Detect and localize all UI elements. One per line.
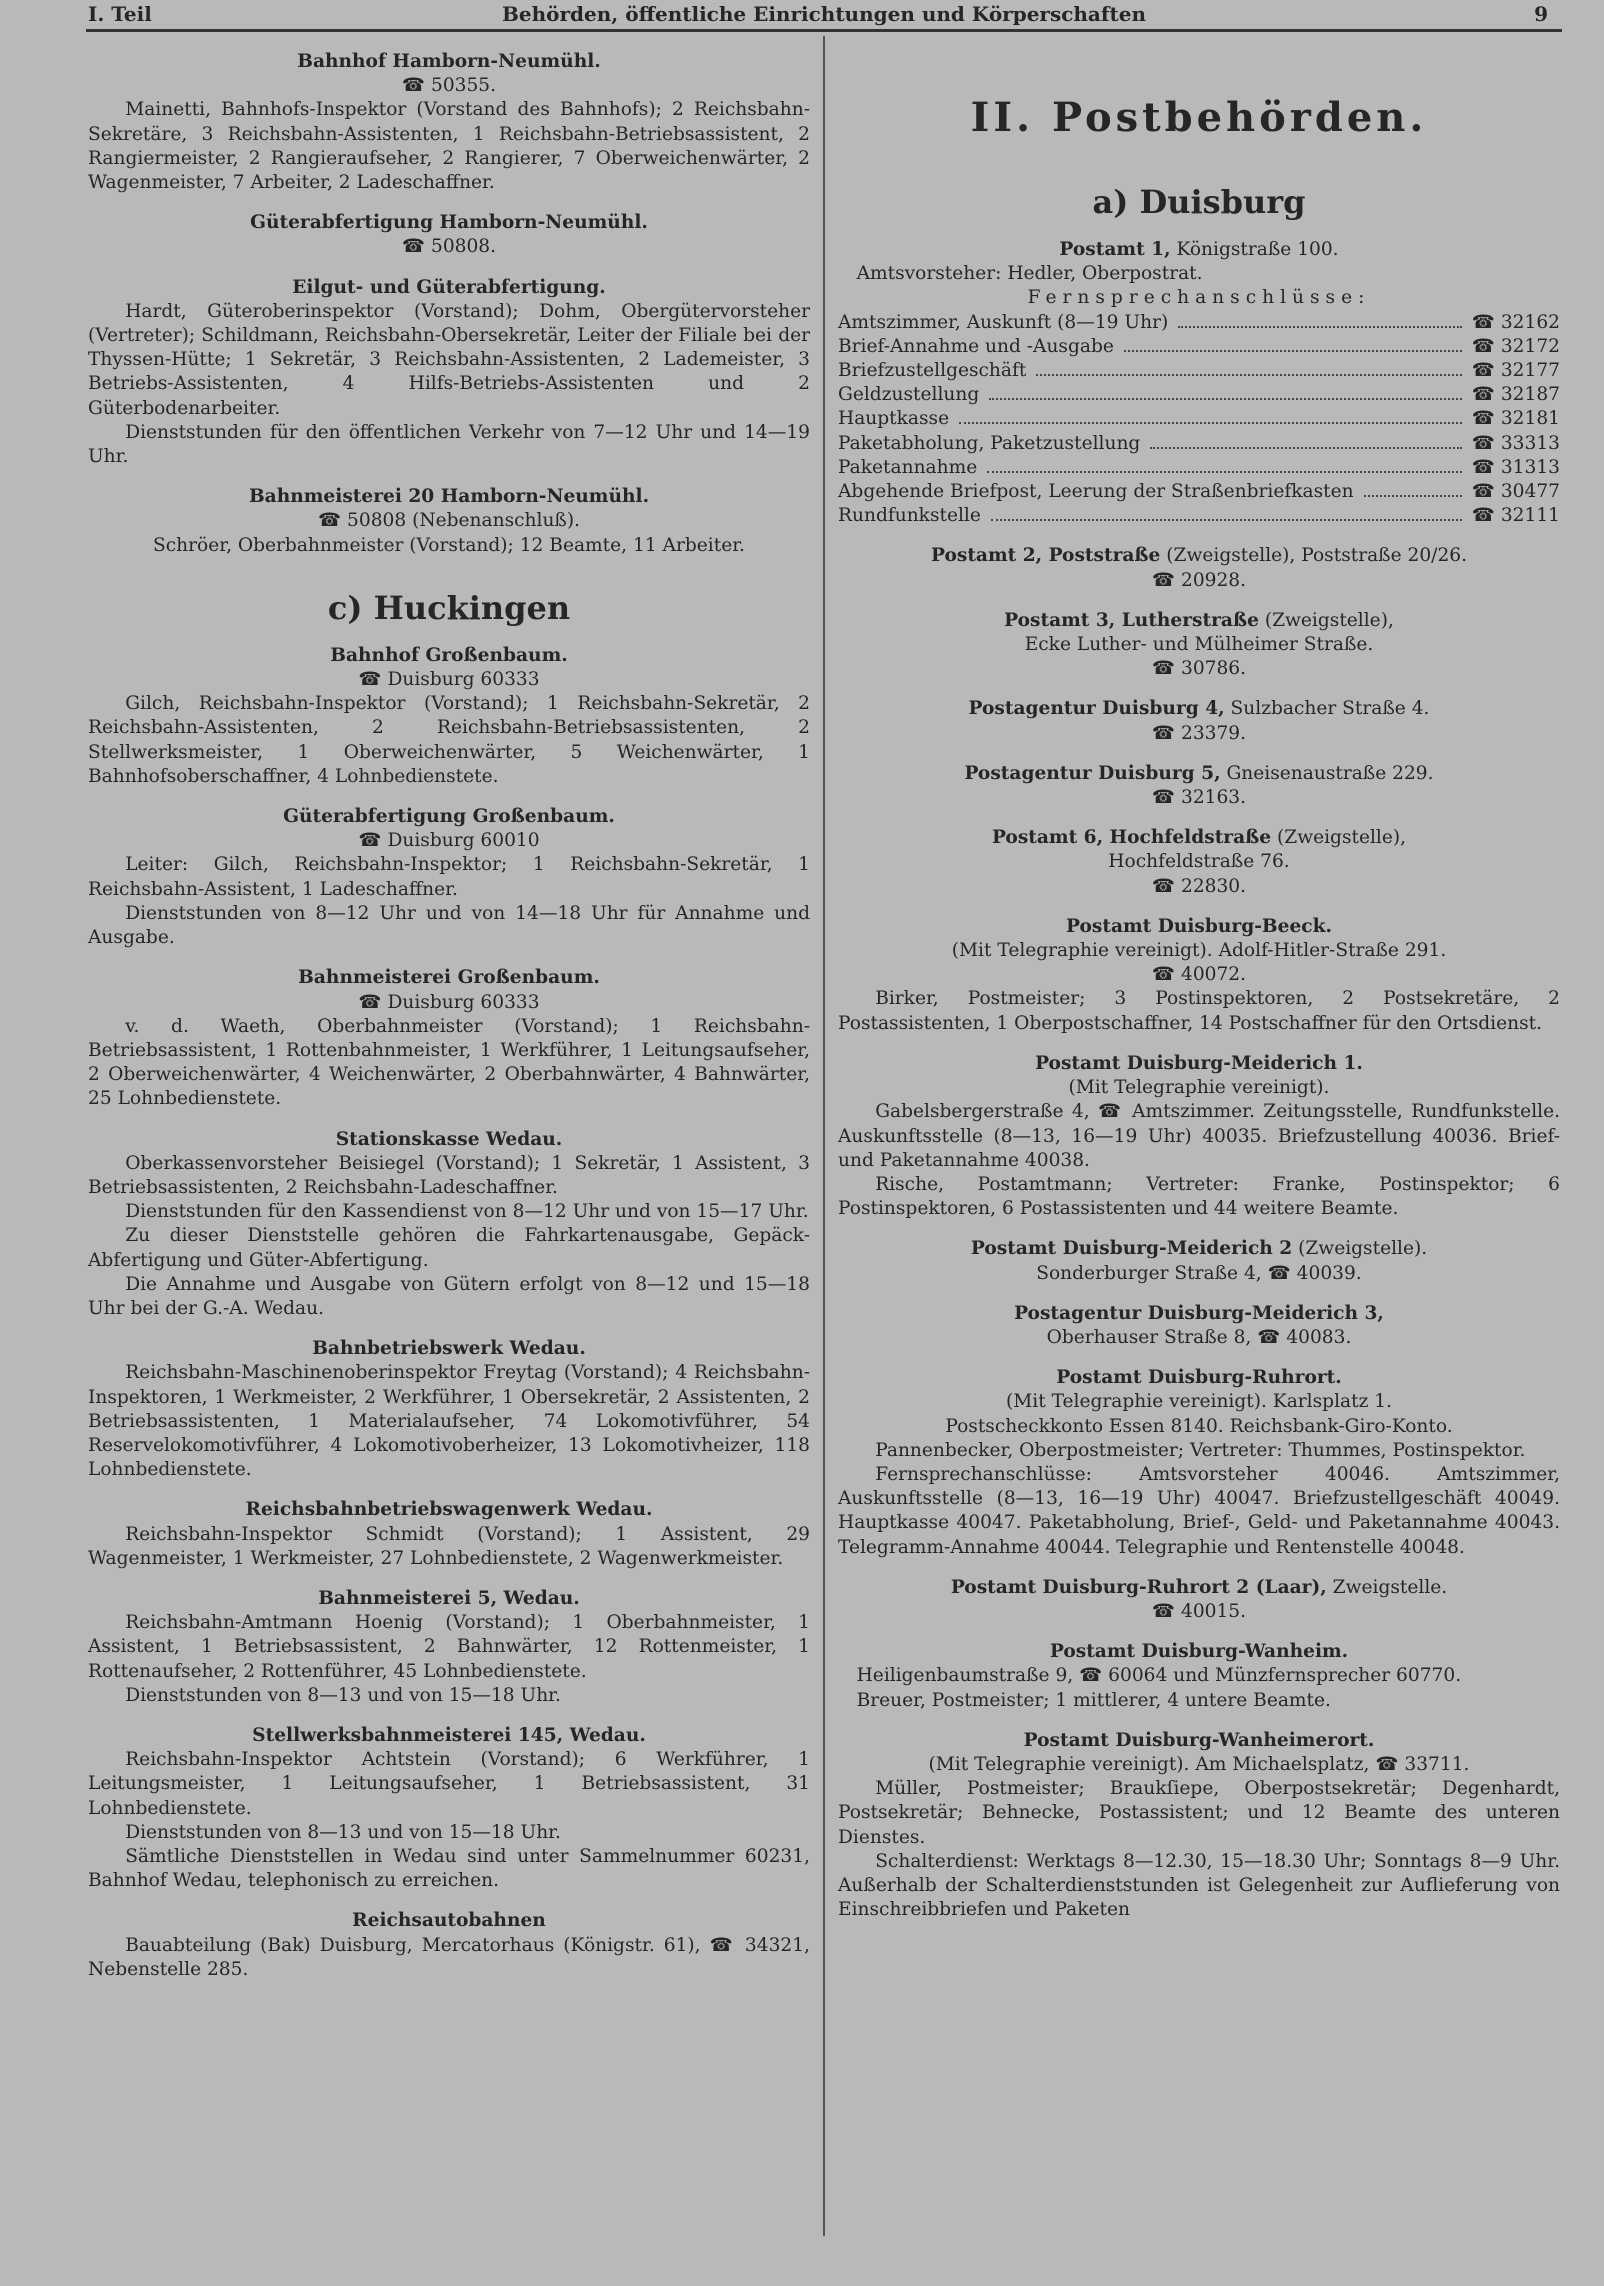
phone-entry-label: Paketabholung, Paketzustellung xyxy=(838,432,1141,454)
phone-number: ☎ 33313 xyxy=(1471,432,1560,454)
centered-line: Ecke Luther- und Mülheimer Straße. xyxy=(1024,634,1374,656)
paragraph: Schalterdienst: Werktags 8—12.30, 15—18.30 Uhr; Sonntags 8—9 Uhr. Außerhalb der Schalterdienststunden ist Gelegenheit zur Auflieferung von Einschreibbriefen und Paketen xyxy=(838,1850,1560,1921)
paragraph: Hardt, Güteroberinspektor (Vorstand); Dohm, Obergütervorsteher (Vertreter); Schildmann, Reichsbahn-Obersekretär, Leiter der Filiale bei der Thyssen-Hütte; 1 Sekretär, 3 Reichsbahn-Assistenten, 2 Lademeister, 3 Betriebs-Assistenten, 4 Hilfs-Betriebs-Assistenten und 2 Güterbodenarbeiter. xyxy=(88,300,810,419)
heading-text: Stationskasse Wedau. xyxy=(335,1128,563,1150)
phone-entry-label: Rundfunkstelle xyxy=(838,505,981,527)
centered-line: ☎ 22830. xyxy=(1151,875,1247,897)
left-column xyxy=(88,34,810,1982)
phone-entry xyxy=(838,480,1560,504)
paragraph: Müller, Postmeister; Braukſiepe, Oberpostsekretär; Degenhardt, Postsekretär; Behnecke, Postassistent; und 12 Beamte des unteren Dienstes. xyxy=(838,1778,1560,1848)
paragraph: Amtsvorsteher: Hedler, Oberpostrat. xyxy=(856,263,1203,285)
running-header xyxy=(88,0,1560,28)
heading-text: Postagentur Duisburg-Meiderich 3, xyxy=(1014,1302,1384,1324)
heading-text: Güterabfertigung Hamborn-Neumühl. xyxy=(250,212,648,234)
section-heading xyxy=(88,1128,810,1152)
heading-text: Güterabfertigung Großenbaum. xyxy=(283,806,615,828)
dot-leader xyxy=(1364,495,1462,497)
heading-rest: Gneisenaustraße 229. xyxy=(1220,762,1434,784)
heading-text: Postamt Duisburg-Meiderich 1. xyxy=(1035,1052,1363,1074)
heading-text: Postamt Duisburg-Ruhrort 2 (Laar), xyxy=(950,1576,1327,1598)
paragraph: Rische, Postamtmann; Vertreter: Franke, Postinspektor; 6 Postinspektoren, 6 Postassistenten und 44 weitere Beamte. xyxy=(838,1173,1560,1220)
paragraph: Die Annahme und Ausgabe von Gütern erfolgt von 8—12 und 15—18 Uhr bei der G.-A. Wedau. xyxy=(88,1273,810,1319)
section-heading xyxy=(838,762,1560,786)
phone-number: ☎ 32162 xyxy=(1471,311,1560,333)
section-heading xyxy=(838,697,1560,721)
column-divider xyxy=(823,36,825,2236)
section-heading xyxy=(838,1052,1560,1076)
centered-line: ☎ 50808. xyxy=(401,236,497,258)
centered-line: ☎ 50808 (Nebenanschluß). xyxy=(317,510,581,532)
heading-rest: (Zweigstelle). xyxy=(1292,1238,1428,1260)
phone-number: ☎ 31313 xyxy=(1471,456,1560,478)
spaced-heading: Fernsprechanschlüsse: xyxy=(1027,287,1371,309)
phone-entry xyxy=(838,504,1560,528)
dot-leader xyxy=(989,398,1462,400)
phone-number: ☎ 32187 xyxy=(1471,384,1560,406)
paragraph: Dienststunden für den öffentlichen Verkehr von 7—12 Uhr und 14—19 Uhr. xyxy=(88,421,810,468)
paragraph: Reichsbahn-Amtmann Hoenig (Vorstand); 1 Oberbahnmeister, 1 Assistent, 1 Betriebsassistent, 2 Bahnwärter, 12 Rottenmeister, 1 Rottenaufseher, 2 Rottenführer, 45 Lohnbedienstete. xyxy=(88,1612,810,1682)
phone-entry-label: Brief-Annahme und -Ausgabe xyxy=(838,335,1114,357)
centered-line: Oberhauser Straße 8, ☎ 40083. xyxy=(1046,1326,1352,1348)
centered-line: ☎ Duisburg 60010 xyxy=(358,830,540,852)
section-heading xyxy=(88,50,810,74)
section-heading xyxy=(838,1302,1560,1326)
paragraph: Mainetti, Bahnhofs-Inspektor (Vorstand des Bahnhofs); 2 Reichsbahn-Sekretäre, 3 Reichsbahn-Assistenten, 1 Reichsbahn-Betriebsassistent, 2 Rangiermeister, 2 Rangieraufseher, 2 Rangierer, 7 Oberweichenwärter, 2 Wagenmeister, 7 Arbeiter, 2 Ladeschaffner. xyxy=(88,99,810,194)
phone-number: ☎ 32111 xyxy=(1471,505,1560,527)
section-heading xyxy=(838,1576,1560,1600)
centered-line: ☎ 23379. xyxy=(1151,722,1247,744)
paragraph: Gilch, Reichsbahn-Inspektor (Vorstand); 1 Reichsbahn-Sekretär, 2 Reichsbahn-Assistenten, 2 Reichsbahn-Betriebsassistenten, 2 Stellwerksmeister, 1 Oberweichenwärter, 5 Weichenwärter, 1 Bahnhofsoberschaffner, 4 Lohnbedienstete. xyxy=(88,693,810,787)
centered-line: ☎ Duisburg 60333 xyxy=(358,669,540,691)
heading-text: Eilgut- und Güterabfertigung. xyxy=(292,276,606,298)
phone-number: ☎ 32181 xyxy=(1471,408,1560,430)
phone-entry xyxy=(838,432,1560,456)
phone-entry-label: Paketannahme xyxy=(838,456,978,478)
heading-text: Bahnmeisterei 20 Hamborn-Neumühl. xyxy=(248,486,650,508)
centered-line: Postscheckkonto Essen 8140. Reichsbank-Giro-Konto. xyxy=(945,1415,1453,1437)
phone-entry-label: Geldzustellung xyxy=(838,384,980,406)
centered-line: (Mit Telegraphie vereinigt). Adolf-Hitler-Straße 291. xyxy=(951,940,1447,962)
paragraph: Zu dieser Dienststelle gehören die Fahrkartenausgabe, Gepäck-Abfertigung und Güter-Abfertigung. xyxy=(88,1225,810,1271)
heading-text: Postamt Duisburg-Beeck. xyxy=(1066,915,1332,937)
section-heading xyxy=(838,609,1560,633)
section-heading xyxy=(838,1237,1560,1261)
phone-entry-label: Hauptkasse xyxy=(838,408,950,430)
heading-rest: Zweigstelle. xyxy=(1326,1576,1448,1598)
centered-line: ☎ 30786. xyxy=(1151,658,1247,680)
subsection-title: c) Huckingen xyxy=(327,588,571,627)
dot-leader xyxy=(991,519,1462,521)
centered-line: ☎ Duisburg 60333 xyxy=(358,991,540,1013)
paragraph: Leiter: Gilch, Reichsbahn-Inspektor; 1 Reichsbahn-Sekretär, 1 Reichsbahn-Assistent, 1 Ladeschaffner. xyxy=(88,854,810,900)
phone-number: ☎ 30477 xyxy=(1471,481,1560,503)
paragraph: Dienststunden von 8—12 Uhr und von 14—18 Uhr für Annahme und Ausgabe. xyxy=(88,902,810,949)
centered-line: (Mit Telegraphie vereinigt). Am Michaelsplatz, ☎ 33711. xyxy=(928,1753,1470,1775)
heading-rest: (Zweigstelle), Poststraße 20/26. xyxy=(1160,545,1468,567)
section-heading xyxy=(838,544,1560,568)
section-heading xyxy=(88,1587,810,1611)
heading-text: Bahnhof Hamborn-Neumühl. xyxy=(297,51,601,72)
paragraph: Dienststunden von 8—13 und von 15—18 Uhr. xyxy=(125,1821,561,1843)
heading-text: Postamt 1, xyxy=(1059,239,1171,260)
section-heading xyxy=(88,211,810,235)
section-heading xyxy=(88,966,810,990)
heading-text: Reichsbahnbetriebswagenwerk Wedau. xyxy=(245,1499,653,1521)
paragraph: Gabelsbergerstraße 4, ☎ Amtszimmer. Zeitungsstelle, Rundfunkstelle. Auskunftsstelle (8—13, 16—19 Uhr) 40035. Briefzustellung 40036. Brief- und Paketannahme 40038. xyxy=(838,1101,1560,1171)
centered-line: Schröer, Oberbahnmeister (Vorstand); 12 Beamte, 11 Arbeiter. xyxy=(153,534,745,556)
paragraph: Pannenbecker, Oberpostmeister; Vertreter: Thummes, Postinspektor. xyxy=(875,1439,1526,1461)
dot-leader xyxy=(1036,374,1461,376)
heading-text: Bahnhof Großenbaum. xyxy=(330,644,568,666)
section-heading xyxy=(838,1729,1560,1753)
section-heading xyxy=(88,1724,810,1748)
paragraph: Birker, Postmeister; 3 Postinspektoren, 2 Postsekretäre, 2 Postassistenten, 1 Oberpostschaffner, 14 Postschaffner für den Ortsdienst. xyxy=(838,988,1560,1034)
centered-line: ☎ 40015. xyxy=(1151,1600,1247,1622)
centered-line: Sonderburger Straße 4, ☎ 40039. xyxy=(1036,1262,1362,1284)
paragraph: Breuer, Postmeister; 1 mittlerer, 4 untere Beamte. xyxy=(856,1689,1331,1711)
chapter-title: II. Postbehörden. xyxy=(970,94,1428,141)
header-rule xyxy=(86,29,1562,32)
dot-leader xyxy=(1150,447,1461,449)
heading-rest: (Zweigstelle), xyxy=(1271,827,1407,849)
phone-entry-label: Amtszimmer, Auskunft (8—19 Uhr) xyxy=(838,311,1169,333)
section-heading xyxy=(838,1640,1560,1664)
paragraph: Reichsbahn-Inspektor Achtstein (Vorstand); 6 Werkführer, 1 Leitungsmeister, 1 Leitungsaufseher, 1 Betriebsassistent, 31 Lohnbedienstete. xyxy=(88,1749,810,1819)
phone-entry xyxy=(838,456,1560,480)
section-heading xyxy=(88,276,810,300)
heading-text: Postamt 2, Poststraße xyxy=(930,545,1161,567)
paragraph: Reichsbahn-Maschinenoberinspektor Freytag (Vorstand); 4 Reichsbahn-Inspektoren, 1 Werkmeister, 2 Werkführer, 1 Obersekretär, 2 Assistenten, 2 Betriebsassistenten, 1 Materialaufseher, 74 Lokomotivführer, 54 Reservelokomotivführer, 4 Lokomotivoberheizer, 13 Lokomotivheizer, 118 Lohnbedienstete. xyxy=(88,1362,810,1481)
paragraph: Dienststunden für den Kassendienst von 8—12 Uhr und von 15—17 Uhr. xyxy=(125,1201,809,1223)
centered-line: (Mit Telegraphie vereinigt). xyxy=(1068,1077,1330,1099)
section-heading xyxy=(838,826,1560,850)
section-heading xyxy=(88,805,810,829)
phone-list xyxy=(838,311,1560,529)
subsection-title: a) Duisburg xyxy=(1092,183,1306,221)
dot-leader xyxy=(959,422,1462,424)
section-heading xyxy=(88,1337,810,1361)
heading-rest: Sulzbacher Straße 4. xyxy=(1224,698,1430,720)
paragraph: Heiligenbaumstraße 9, ☎ 60064 und Münzfernsprecher 60770. xyxy=(856,1665,1462,1687)
paragraph: Bauabteilung (Bak) Duisburg, Mercatorhaus (Königstr. 61), ☎ 34321, Nebenstelle 285. xyxy=(88,1934,810,1980)
heading-text: Postagentur Duisburg 4, xyxy=(968,698,1225,720)
centered-line: Hochfeldstraße 76. xyxy=(1108,851,1290,873)
part-label: I. Teil xyxy=(88,2,152,26)
phone-number: ☎ 32172 xyxy=(1471,335,1560,357)
section-heading xyxy=(88,644,810,668)
phone-entry xyxy=(838,407,1560,431)
paragraph: Dienststunden von 8—13 und von 15—18 Uhr. xyxy=(125,1684,561,1706)
centered-line: ☎ 32163. xyxy=(1151,787,1247,809)
right-column xyxy=(838,34,1560,1922)
centered-line: ☎ 50355. xyxy=(401,75,497,97)
section-heading xyxy=(838,238,1560,262)
heading-text: Postamt Duisburg-Wanheim. xyxy=(1049,1641,1349,1663)
phone-entry-label: Abgehende Briefpost, Leerung der Straßenbriefkasten xyxy=(838,481,1354,503)
dot-leader xyxy=(987,471,1462,473)
dot-leader xyxy=(1124,350,1462,352)
paragraph: Fernsprechanschlüsse: Amtsvorsteher 40046. Amtszimmer, Auskunftsstelle (8—13, 16—19 Uhr) 40047. Briefzustellgeschäft 40049. Hauptkasse 40047. Paketabholung, Brief-, Geld- und Paketannahme 40043. Telegramm-Annahme 40044. Telegraphie und Rentenstelle 40048. xyxy=(838,1463,1560,1558)
phone-entry xyxy=(838,311,1560,335)
centered-line: (Mit Telegraphie vereinigt). Karlsplatz 1. xyxy=(1005,1391,1393,1413)
paragraph: Reichsbahn-Inspektor Schmidt (Vorstand); 1 Assistent, 29 Wagenmeister, 1 Werkmeister, 27 Lohnbedienstete, 2 Wagenwerkmeister. xyxy=(88,1523,810,1569)
heading-text: Postamt 3, Lutherstraße xyxy=(1004,609,1259,631)
phone-entry-label: Briefzustellgeschäft xyxy=(838,360,1027,382)
section-heading xyxy=(838,1366,1560,1390)
section-heading xyxy=(838,915,1560,939)
heading-text: Postamt Duisburg-Ruhrort. xyxy=(1056,1367,1342,1389)
phone-number: ☎ 32177 xyxy=(1471,360,1560,382)
header-title: Behörden, öffentliche Einrichtungen und Körperschaften xyxy=(502,2,1146,26)
heading-text: Bahnmeisterei Großenbaum. xyxy=(298,967,600,989)
heading-text: Bahnbetriebswerk Wedau. xyxy=(312,1338,586,1360)
heading-text: Postagentur Duisburg 5, xyxy=(964,762,1221,784)
phone-entry xyxy=(838,359,1560,383)
heading-text: Stellwerksbahnmeisterei 145, Wedau. xyxy=(252,1724,646,1746)
paragraph: Sämtliche Dienststellen in Wedau sind unter Sammelnummer 60231, Bahnhof Wedau, telephonisch zu erreichen. xyxy=(88,1846,810,1892)
paragraph: v. d. Waeth, Oberbahnmeister (Vorstand); 1 Reichsbahn-Betriebsassistent, 1 Rottenbahnmeister, 1 Werkführer, 1 Leitungsaufseher, 2 Oberweichenwärter, 4 Weichenwärter, 2 Oberbahnwärter, 4 Bahnwärter, 25 Lohnbedienstete. xyxy=(88,1015,810,1110)
section-heading xyxy=(88,1498,810,1522)
heading-text: Reichsautobahnen xyxy=(352,1910,546,1932)
heading-rest: (Zweigstelle), xyxy=(1258,609,1394,631)
dot-leader xyxy=(1178,326,1462,328)
heading-rest: Königstraße 100. xyxy=(1170,239,1339,260)
heading-text: Postamt Duisburg-Meiderich 2 xyxy=(970,1238,1293,1260)
heading-text: Postamt 6, Hochfeldstraße xyxy=(991,827,1272,849)
section-heading xyxy=(88,485,810,509)
centered-line: ☎ 40072. xyxy=(1151,964,1247,986)
section-heading xyxy=(88,1909,810,1933)
centered-line: ☎ 20928. xyxy=(1151,569,1247,591)
phone-entry xyxy=(838,383,1560,407)
heading-text: Bahnmeisterei 5, Wedau. xyxy=(318,1587,580,1609)
paragraph: Oberkassenvorsteher Beisiegel (Vorstand); 1 Sekretär, 1 Assistent, 3 Betriebsassistenten, 2 Reichsbahn-Ladeschaffner. xyxy=(88,1152,810,1198)
phone-entry xyxy=(838,335,1560,359)
heading-text: Postamt Duisburg-Wanheimerort. xyxy=(1023,1729,1375,1751)
page-number: 9 xyxy=(1534,2,1548,26)
